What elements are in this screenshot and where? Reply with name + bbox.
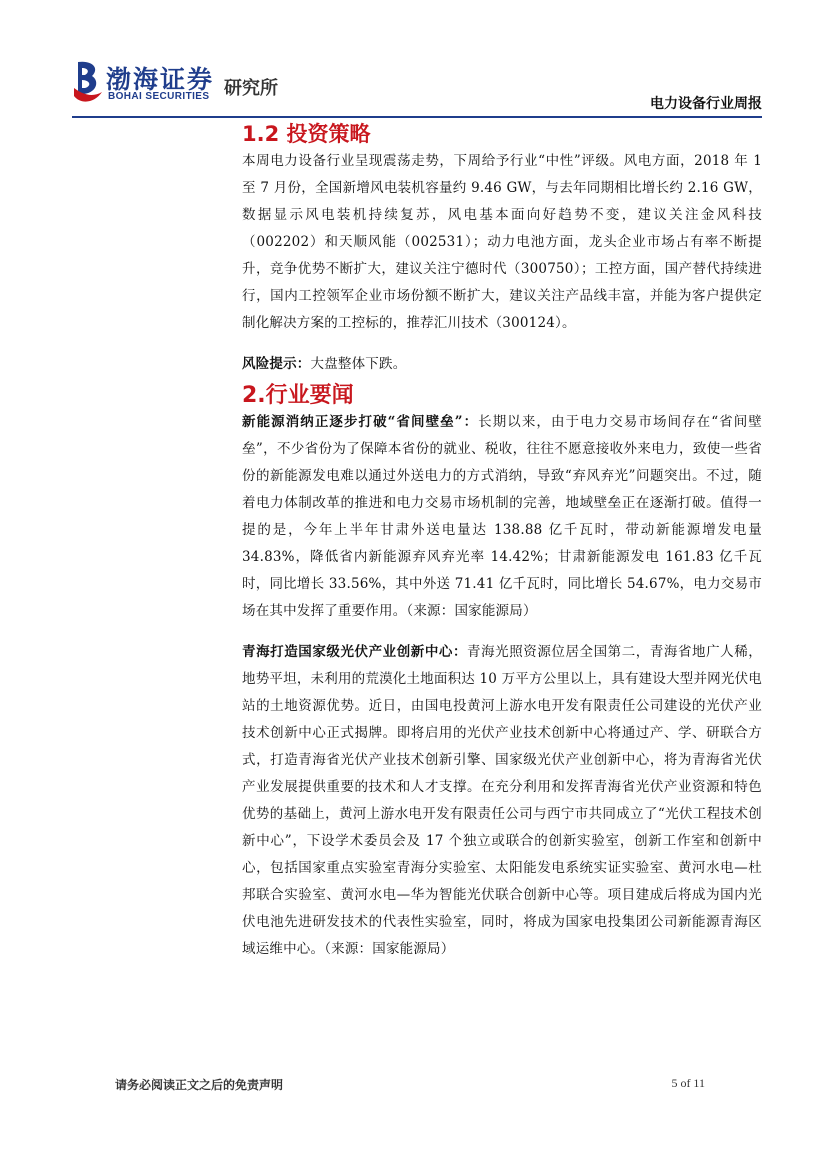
- section-heading-investment-strategy: 1.2 投资策略: [242, 122, 371, 146]
- report-type: 电力设备行业周报: [650, 96, 762, 112]
- page-number: 5 of 11: [671, 1076, 705, 1090]
- investment-strategy-paragraph: 本周电力设备行业呈现震荡走势，下周给予行业“中性”评级。风电方面，2018 年 1 至 7 月份，全国新增风电装机容量约 9.46 GW，与去年同期相比增长约 2.16 GW，数据显示风电装机持续复苏，风电基本面向好趋势不变，建议关注金风科技（002202）和天顺风能（002531）；动力电池方面，龙头企业市场占有率不断提升，竞争优势不断扩大，建议关注宁德时代（300750）；工控方面，国产替代持续进行，国内工控领军企业市场份额不断扩大，建议关注产品线丰富，并能为客户提供定制化解决方案的工控标的，推荐汇川技术（300124）。: [242, 153, 762, 331]
- institute-label: 研究所: [224, 78, 278, 99]
- brand-name-cn: 渤海证券: [106, 65, 215, 94]
- news-item: [242, 639, 762, 963]
- bohai-logo-icon: [72, 58, 102, 108]
- brand-name-en: BOHAI SECURITIES: [108, 91, 210, 102]
- news-headline: 青海打造国家级光伏产业创新中心：: [242, 644, 468, 660]
- section-heading-industry-news: 2.行业要闻: [242, 383, 354, 408]
- news-headline: 新能源消纳正逐步打破“省间壁垒”：: [242, 414, 479, 430]
- news-body: 长期以来，由于电力交易市场间存在“省间壁垒”，不少省份为了保障本省份的就业、税收，往往不愿意接收外来电力，致使一些省份的新能源发电难以通过外送电力的方式消纳，导致“弃风弃光”问题突出。不过，随着电力体制改革的推进和电力交易市场机制的完善，地域壁垒正在逐渐打破。值得一提的是，今年上半年甘肃外送电量达 138.88 亿千瓦时，带动新能源增发电量 34.83%，降低省内新能源弃风弃光率 14.42%；甘肃新能源发电 161.83 亿千瓦时，同比增长 33.56%，其中外送 71.41 亿千瓦时，同比增长 54.67%，电力交易市场在其中发挥了重要作用。（来源：国家能源局）: [242, 414, 763, 619]
- risk-text: 大盘整体下跌。: [310, 356, 407, 372]
- risk-warning: [242, 351, 762, 378]
- disclaimer-notice: 请务必阅读正文之后的免责声明: [115, 1078, 284, 1092]
- page-footer: [115, 1076, 705, 1096]
- news-item: [242, 409, 762, 625]
- page-header: [72, 58, 762, 118]
- main-content: [242, 118, 762, 963]
- news-body: 青海光照资源位居全国第二，青海省地广人稀，地势平坦，未利用的荒漠化土地面积达 10 万平方公里以上，具有建设大型并网光伏电站的土地资源优势。近日，由国电投黄河上游水电开发有限责任公司建设的光伏产业技术创新中心正式揭牌。即将启用的光伏产业技术创新中心将通过产、学、研联合方式，打造青海省光伏产业技术创新引擎、国家级光伏产业创新中心，将为青海省光伏产业发展提供重要的技术和人才支撑。在充分利用和发挥青海省光伏产业资源和特色优势的基础上，黄河上游水电开发有限责任公司与西宁市共同成立了“光伏工程技术创新中心”，下设学术委员会及 17 个独立或联合的创新实验室，创新工作室和创新中心，包括国家重点实验室青海分实验室、太阳能发电系统实证实验室、黄河水电—杜邦联合实验室、黄河水电—华为智能光伏联合创新中心等。项目建成后将成为国内光伏电池先进研发技术的代表性实验室，同时，将成为国家电投集团公司新能源青海区域运维中心。（来源：国家能源局）: [242, 644, 763, 957]
- risk-label: 风险提示：: [242, 356, 311, 372]
